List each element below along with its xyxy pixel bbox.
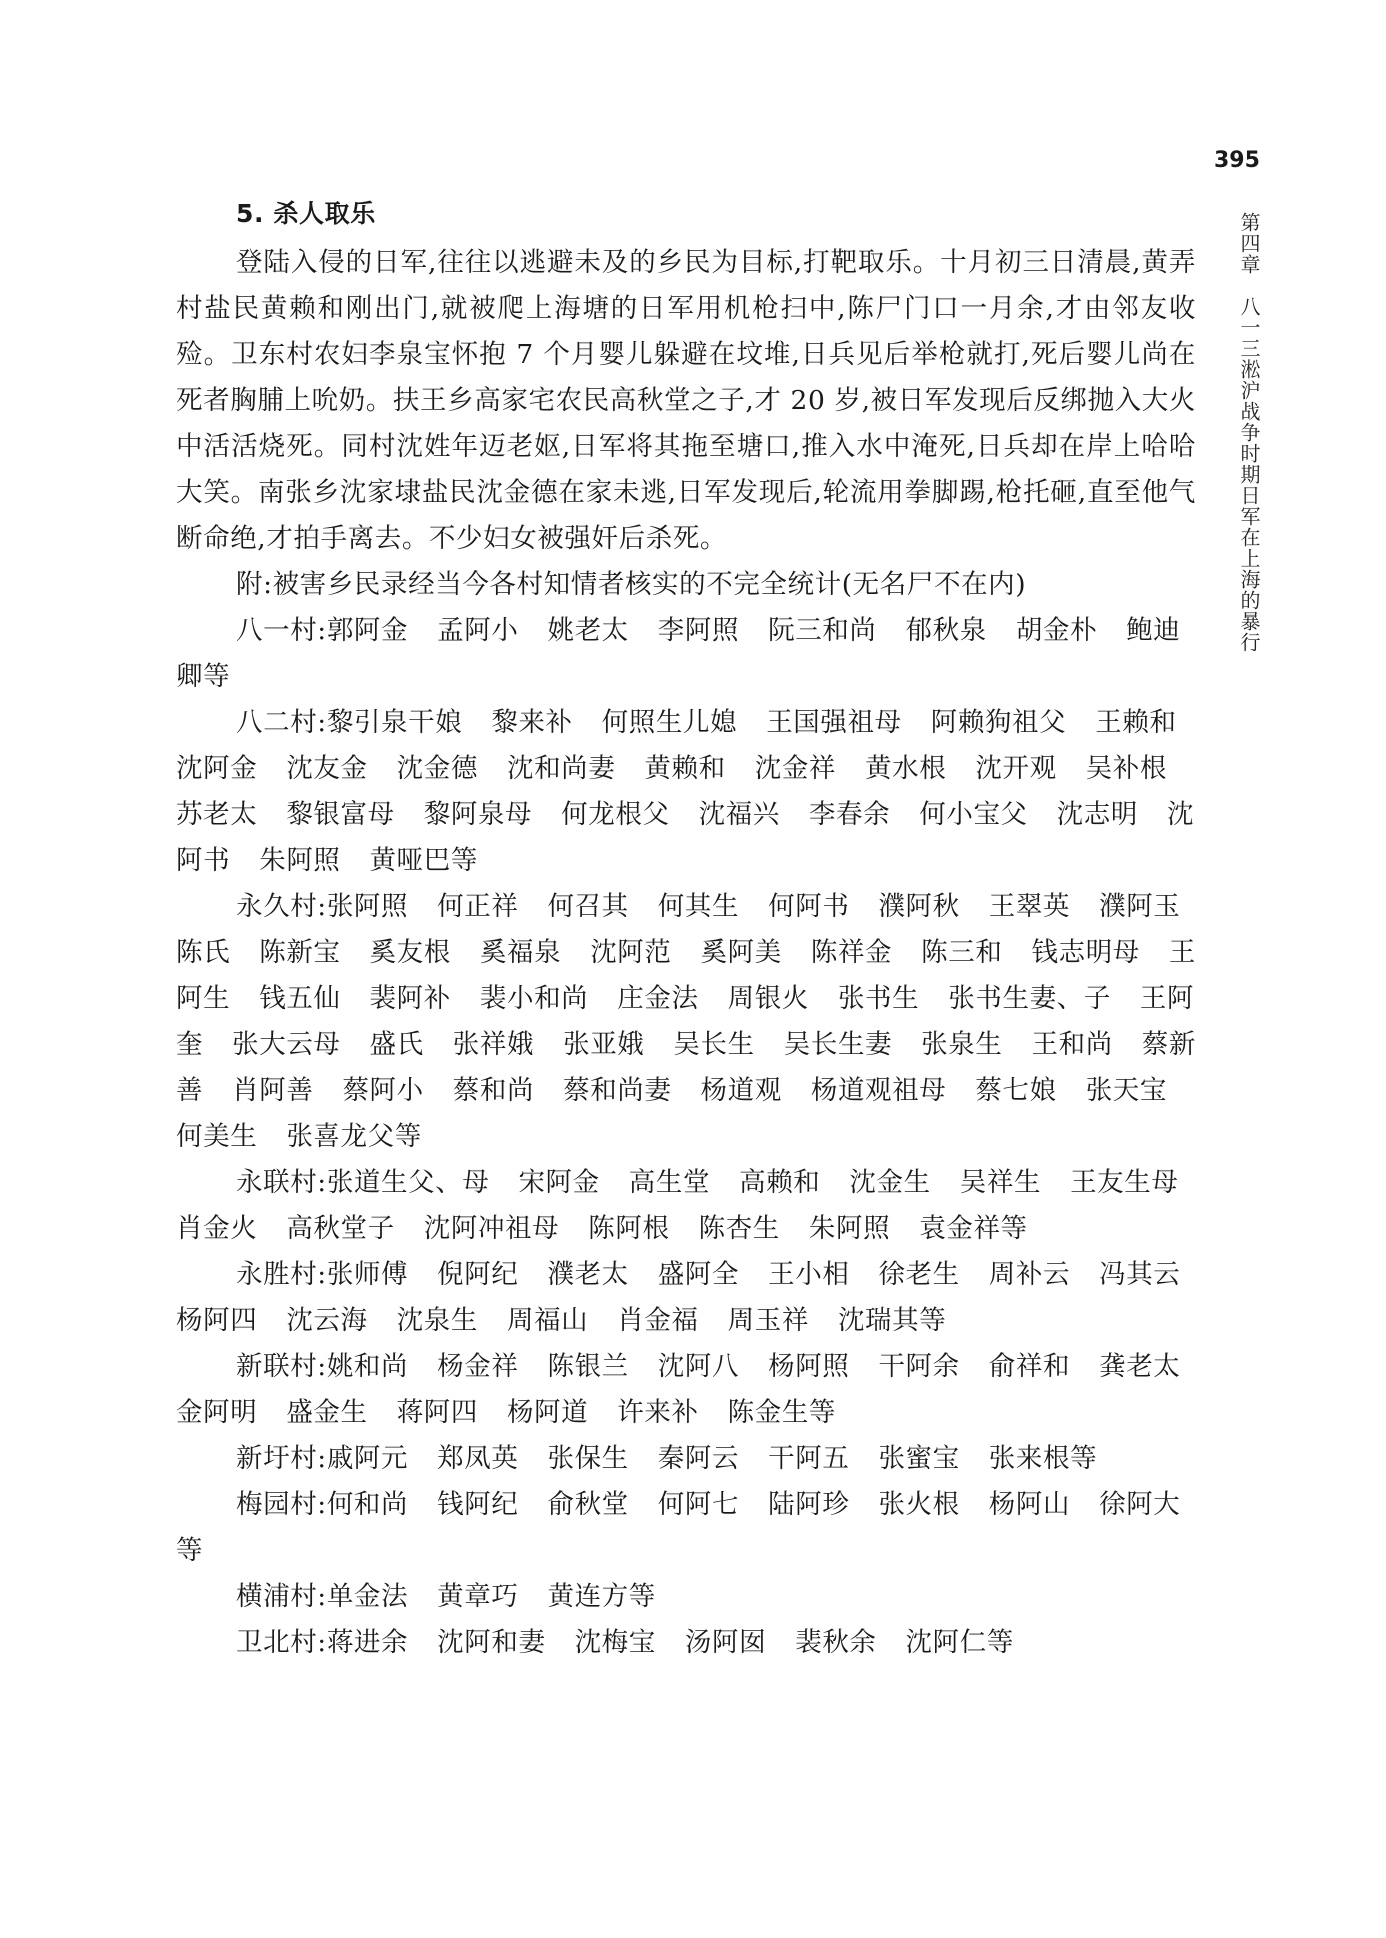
- village-entry-xinlian: 新联村:姚和尚 杨金祥 陈银兰 沈阿八 杨阿照 干阿余 俞祥和 龚老太 金阿明 盛金生 蒋阿四 杨阿道 许来补 陈金生等: [176, 1351, 1181, 1428]
- body-paragraph: 登陆入侵的日军,往往以逃避未及的乡民为目标,打靶取乐。十月初三日清晨,黄弄村盐民黄赖和刚出门,就被爬上海塘的日军用机枪扫中,陈尸门口一月余,才由邻友收殓。卫东村农妇李泉宝怀抱 7 个月婴儿躲避在坟堆,日兵见后举枪就打,死后婴儿尚在死者胸脯上吮奶。扶王乡高家宅农民高秋堂之子,才 20 岁,被日军发现后反绑抛入大火中活活烧死。同村沈姓年迈老妪,日军将其拖至塘口,推入水中淹死,日兵却在岸上哈哈大笑。南张乡沈家埭盐民沈金德在家未逃,日军发现后,轮流用拳脚踢,枪托砸,直至他气断命绝,才拍手离去。不少妇女被强奸后杀死。: [176, 247, 1196, 554]
- village-entry-bayi: 八一村:郭阿金 孟阿小 姚老太 李阿照 阮三和尚 郁秋泉 胡金朴 鲍迪卿等: [176, 615, 1181, 692]
- village-entry-xinwei: 新圩村:戚阿元 郑凤英 张保生 秦阿云 干阿五 张蜜宝 张来根等: [236, 1443, 1098, 1474]
- section-title: 5. 杀人取乐: [236, 199, 376, 228]
- village-entry-yongsheng: 永胜村:张师傅 倪阿纪 濮老太 盛阿全 王小相 徐老生 周补云 冯其云 杨阿四 沈云海 沈泉生 周福山 肖金福 周玉祥 沈瑞其等: [176, 1259, 1181, 1336]
- chapter-running-header: 第四章 八一三淞沪战争时期日军在上海的暴行: [1237, 212, 1261, 653]
- page-number: 395: [1214, 148, 1260, 173]
- village-entry-weibei: 卫北村:蒋进余 沈阿和妻 沈梅宝 汤阿囡 裴秋余 沈阿仁等: [236, 1627, 1014, 1658]
- appendix-note: 附:被害乡民录经当今各村知情者核实的不完全统计(无名尸不在内): [236, 569, 1027, 600]
- page-body: [176, 194, 1196, 1666]
- village-entry-hengpu: 横浦村:单金法 黄章巧 黄连方等: [236, 1581, 656, 1612]
- victim-list: [176, 608, 1196, 1666]
- village-entry-meiyuan: 梅园村:何和尚 钱阿纪 俞秋堂 何阿七 陆阿珍 张火根 杨阿山 徐阿大等: [176, 1489, 1181, 1566]
- village-entry-yongjiu: 永久村:张阿照 何正祥 何召其 何其生 何阿书 濮阿秋 王翠英 濮阿玉 陈氏 陈新宝 奚友根 奚福泉 沈阿范 奚阿美 陈祥金 陈三和 钱志明母 王阿生 钱五仙 裴阿补 裴小和尚 庄金法 周银火 张书生 张书生妻、子 王阿奎 张大云母 盛氏 张祥娥 张亚娥 吴长生 吴长生妻 张泉生 王和尚 蔡新善 肖阿善 蔡阿小 蔡和尚 蔡和尚妻 杨道观 杨道观祖母 蔡七娘 张天宝 何美生 张喜龙父等: [176, 891, 1197, 1152]
- village-entry-baer: 八二村:黎引泉干娘 黎来补 何照生儿媳 王国强祖母 阿赖狗祖父 王赖和 沈阿金 沈友金 沈金德 沈和尚妻 黄赖和 沈金祥 黄水根 沈开观 吴补根 苏老太 黎银富母 黎阿泉母 何龙根父 沈福兴 李春余 何小宝父 沈志明 沈阿书 朱阿照 黄哑巴等: [176, 707, 1195, 876]
- village-entry-yonglian: 永联村:张道生父、母 宋阿金 高生堂 高赖和 沈金生 吴祥生 王友生母 肖金火 高秋堂子 沈阿冲祖母 陈阿根 陈杏生 朱阿照 袁金祥等: [176, 1167, 1179, 1244]
